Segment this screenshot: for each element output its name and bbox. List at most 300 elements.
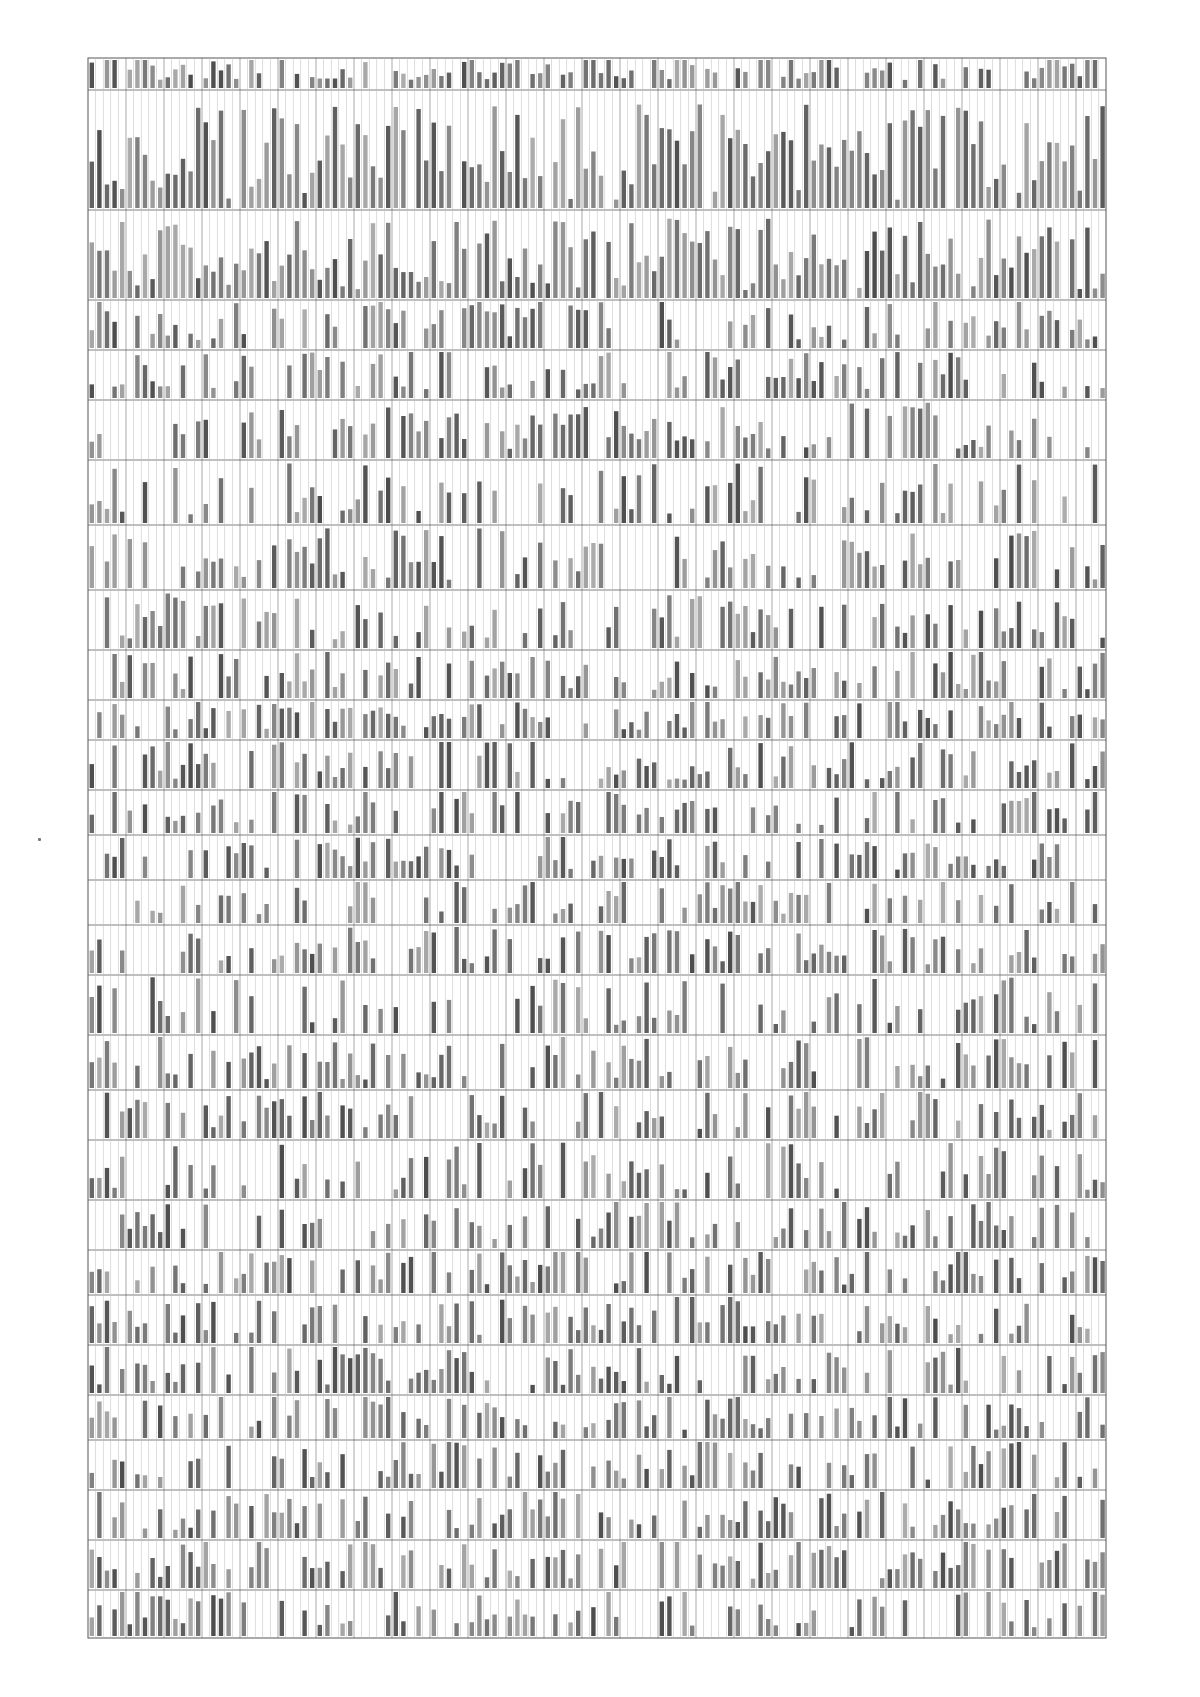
illegible-cell-text [971,999,975,1033]
illegible-cell-text [561,1550,565,1588]
illegible-cell-text [470,813,474,833]
illegible-cell-text [257,1421,261,1438]
illegible-cell-text [249,1053,253,1089]
illegible-cell-text [781,377,785,398]
illegible-cell-text [979,895,983,923]
illegible-cell-text [462,308,466,348]
illegible-cell-text [538,609,542,649]
illegible-cell-text [865,551,869,588]
illegible-cell-text [181,816,185,833]
illegible-cell-text [348,928,352,973]
illegible-cell-text [401,861,405,878]
illegible-cell-text [690,673,694,698]
illegible-cell-text [827,1546,831,1588]
illegible-cell-text [751,902,755,923]
illegible-cell-text [257,1216,261,1248]
illegible-cell-text [675,441,679,459]
illegible-cell-text [1055,808,1059,833]
illegible-cell-text [188,850,192,878]
illegible-cell-text [614,1078,618,1088]
illegible-cell-text [523,1108,527,1138]
illegible-cell-text [743,72,747,88]
illegible-cell-text [1040,667,1044,698]
illegible-cell-text [295,712,299,738]
illegible-cell-text [97,1178,101,1198]
illegible-cell-text [888,702,892,738]
illegible-cell-text [181,1283,185,1293]
illegible-cell-text [1017,533,1021,588]
illegible-cell-text [842,1465,846,1488]
illegible-cell-text [979,1334,983,1343]
illegible-cell-text [690,1269,694,1293]
illegible-cell-text [553,560,557,588]
illegible-cell-text [956,1509,960,1538]
illegible-cell-text [895,200,899,208]
illegible-cell-text [530,1067,534,1088]
illegible-cell-text [933,724,937,738]
illegible-cell-text [872,1415,876,1438]
illegible-cell-text [386,1514,390,1538]
illegible-cell-text [561,488,565,523]
illegible-cell-text [280,956,284,973]
illegible-cell-text [1070,882,1074,923]
illegible-cell-text [242,1602,246,1636]
illegible-cell-text [728,1520,732,1538]
illegible-cell-text [378,491,382,523]
illegible-cell-text [196,1510,200,1539]
illegible-cell-text [90,1366,94,1394]
illegible-cell-text [850,151,854,208]
illegible-cell-text [226,956,230,973]
illegible-cell-text [500,662,504,698]
illegible-cell-text [439,848,443,878]
illegible-cell-text [910,615,914,648]
illegible-cell-text [614,411,618,458]
illegible-cell-text [736,464,740,523]
illegible-cell-text [584,724,588,739]
illegible-cell-text [333,429,337,458]
illegible-cell-text [196,1363,200,1393]
illegible-cell-text [766,219,770,298]
illegible-cell-text [910,1552,914,1588]
illegible-cell-text [302,193,306,208]
illegible-cell-text [964,111,968,208]
illegible-cell-text [979,1276,983,1293]
illegible-cell-text [158,1596,162,1636]
illegible-cell-text [1100,638,1104,648]
illegible-cell-text [834,1526,838,1538]
illegible-cell-text [181,365,185,398]
illegible-cell-text [606,1174,610,1198]
illegible-cell-text [599,1330,603,1343]
illegible-cell-text [280,118,284,208]
illegible-cell-text [470,167,474,208]
illegible-cell-text [561,1385,565,1393]
illegible-cell-text [302,1224,306,1248]
illegible-cell-text [971,1524,975,1538]
illegible-cell-text [264,1079,268,1088]
illegible-cell-text [515,792,519,833]
illegible-cell-text [796,1163,800,1198]
illegible-cell-text [713,1563,717,1588]
illegible-cell-text [432,933,436,974]
illegible-cell-text [340,1079,344,1088]
illegible-cell-text [895,513,899,523]
illegible-cell-text [1032,1455,1036,1488]
illegible-cell-text [584,60,588,88]
illegible-cell-text [500,1515,504,1538]
illegible-cell-text [310,1568,314,1588]
illegible-cell-text [667,721,671,738]
illegible-cell-text [447,850,451,878]
illegible-cell-text [340,856,344,878]
illegible-cell-text [249,1347,253,1393]
illegible-cell-text [280,1145,284,1198]
illegible-cell-text [477,1226,481,1248]
illegible-cell-text [561,983,565,1033]
illegible-cell-text [378,178,382,208]
illegible-cell-text [135,726,139,738]
illegible-cell-text [409,1501,413,1538]
illegible-cell-text [363,670,367,698]
illegible-cell-text [652,851,656,878]
illegible-cell-text [112,534,116,588]
illegible-cell-text [1085,1329,1089,1343]
illegible-cell-text [378,1405,382,1439]
illegible-cell-text [1009,628,1013,648]
illegible-cell-text [424,1425,428,1438]
illegible-cell-text [979,447,983,458]
illegible-cell-text [333,850,337,878]
illegible-cell-text [606,242,610,298]
illegible-cell-text [660,1117,664,1139]
illegible-cell-text [363,1348,367,1393]
illegible-cell-text [120,512,124,523]
illegible-cell-text [1002,328,1006,349]
illegible-cell-text [272,613,276,648]
illegible-cell-text [378,254,382,298]
illegible-cell-text [606,1062,610,1088]
illegible-cell-text [166,707,170,738]
illegible-cell-text [819,945,823,973]
illegible-cell-text [986,866,990,878]
illegible-cell-text [523,885,527,923]
illegible-cell-text [1070,1213,1074,1249]
illegible-cell-text [272,745,276,788]
illegible-cell-text [728,602,732,648]
illegible-cell-text [842,605,846,648]
illegible-cell-text [880,251,884,298]
illegible-cell-text [242,1121,246,1138]
illegible-cell-text [591,1237,595,1248]
illegible-cell-text [599,356,603,398]
illegible-cell-text [454,799,458,833]
illegible-cell-text [470,1095,474,1138]
illegible-cell-text [652,164,656,208]
illegible-cell-text [333,574,337,588]
illegible-cell-text [713,192,717,208]
illegible-cell-text [1047,1618,1051,1636]
illegible-cell-text [173,225,177,298]
illegible-cell-text [1055,909,1059,923]
illegible-cell-text [834,376,838,398]
illegible-cell-text [219,478,223,523]
illegible-cell-text [1085,779,1089,788]
illegible-cell-text [933,1358,937,1393]
illegible-cell-text [606,1213,610,1249]
illegible-cell-text [211,1595,215,1636]
illegible-cell-text [804,678,808,698]
illegible-cell-text [766,615,770,648]
illegible-cell-text [774,265,778,299]
illegible-cell-text [660,1375,664,1393]
illegible-cell-text [591,1467,595,1489]
illegible-cell-text [736,1301,740,1343]
illegible-cell-text [401,272,405,298]
illegible-cell-text [743,606,747,648]
illegible-cell-text [941,1553,945,1588]
illegible-cell-text [857,553,861,588]
illegible-cell-text [158,1001,162,1033]
illegible-cell-text [181,1519,185,1538]
illegible-cell-text [1062,387,1066,398]
illegible-cell-text [249,751,253,788]
illegible-cell-text [964,1252,968,1293]
illegible-cell-text [903,721,907,738]
illegible-cell-text [1032,760,1036,788]
illegible-cell-text [196,1601,200,1636]
illegible-cell-text [812,1553,816,1588]
illegible-cell-text [158,913,162,923]
illegible-cell-text [675,1203,679,1249]
illegible-cell-text [705,486,709,523]
illegible-cell-text [622,859,626,878]
illegible-cell-text [888,1569,892,1588]
illegible-cell-text [1093,1180,1097,1198]
illegible-cell-text [948,1334,952,1343]
illegible-cell-text [667,79,671,88]
illegible-cell-text [789,140,793,208]
illegible-cell-text [204,1542,208,1588]
illegible-cell-text [682,780,686,788]
illegible-cell-text [340,768,344,788]
illegible-cell-text [576,107,580,208]
illegible-cell-text [561,1450,565,1488]
illegible-cell-text [736,614,740,648]
illegible-cell-text [492,668,496,698]
illegible-cell-text [834,993,838,1033]
illegible-cell-text [804,1092,808,1138]
illegible-cell-text [698,105,702,209]
illegible-cell-text [264,904,268,923]
illegible-cell-text [272,1311,276,1343]
illegible-cell-text [295,794,299,833]
illegible-cell-text [226,896,230,923]
illegible-cell-text [842,1514,846,1538]
illegible-cell-text [356,386,360,398]
illegible-cell-text [796,1109,800,1138]
illegible-cell-text [1062,1122,1066,1138]
illegible-cell-text [447,1000,451,1033]
illegible-cell-text [181,886,185,923]
illegible-cell-text [568,1578,572,1588]
illegible-cell-text [181,567,185,588]
illegible-cell-text [302,1557,306,1588]
illegible-cell-text [181,159,185,208]
illegible-cell-text [264,1494,268,1538]
illegible-cell-text [173,1146,177,1198]
illegible-cell-text [90,1550,94,1588]
illegible-cell-text [386,839,390,878]
illegible-cell-text [226,1096,230,1138]
illegible-cell-text [386,1615,390,1636]
illegible-cell-text [1040,68,1044,88]
illegible-cell-text [743,716,747,738]
illegible-cell-text [713,550,717,588]
illegible-cell-text [690,1297,694,1343]
illegible-cell-text [842,140,846,208]
illegible-cell-text [964,1405,968,1438]
illegible-cell-text [477,1459,481,1489]
illegible-cell-text [660,888,664,923]
illegible-cell-text [1032,363,1036,398]
illegible-cell-text [561,937,565,973]
illegible-cell-text [166,1073,170,1088]
illegible-cell-text [1093,904,1097,923]
illegible-cell-text [386,126,390,208]
illegible-cell-text [903,236,907,298]
illegible-cell-text [728,748,732,788]
illegible-cell-text [857,1039,861,1088]
illegible-cell-text [614,1403,618,1438]
illegible-cell-text [348,1109,352,1138]
illegible-cell-text [401,1054,405,1088]
illegible-cell-text [112,1517,116,1538]
illegible-cell-text [90,546,94,588]
illegible-cell-text [181,765,185,788]
illegible-cell-text [1017,952,1021,973]
illegible-cell-text [401,1412,405,1438]
illegible-cell-text [204,850,208,878]
illegible-cell-text [622,1542,626,1588]
illegible-cell-text [667,1384,671,1393]
illegible-cell-text [219,1599,223,1636]
illegible-cell-text [333,687,337,698]
illegible-cell-text [804,703,808,738]
illegible-cell-text [1078,76,1082,88]
illegible-cell-text [781,1504,785,1538]
illegible-cell-text [143,857,147,878]
illegible-cell-text [204,504,208,523]
illegible-cell-text [348,178,352,209]
illegible-cell-text [1093,1040,1097,1088]
illegible-cell-text [356,499,360,523]
illegible-cell-text [591,1051,595,1088]
illegible-cell-text [454,1304,458,1344]
illegible-cell-text [188,1461,192,1488]
illegible-cell-text [1040,1208,1044,1248]
illegible-cell-text [234,264,238,298]
illegible-cell-text [105,854,109,878]
illegible-cell-text [447,1326,451,1343]
illegible-cell-text [310,487,314,523]
illegible-cell-text [318,496,322,523]
illegible-cell-text [470,1372,474,1393]
illegible-cell-text [751,1356,755,1393]
illegible-cell-text [827,60,831,88]
illegible-cell-text [112,1418,116,1439]
illegible-cell-text [424,421,428,458]
illegible-cell-text [888,123,892,208]
illegible-cell-text [181,245,185,298]
illegible-cell-text [242,110,246,208]
illegible-cell-text [211,61,215,88]
illegible-cell-text [97,940,101,974]
illegible-cell-text [363,1316,367,1343]
illegible-cell-text [865,1252,869,1293]
illegible-cell-text [751,1326,755,1343]
illegible-cell-text [789,1062,793,1088]
illegible-cell-text [523,249,527,299]
illegible-cell-text [781,703,785,738]
illegible-cell-text [546,369,550,398]
illegible-cell-text [112,387,116,398]
illegible-cell-text [302,309,306,348]
illegible-cell-text [1078,191,1082,208]
illegible-cell-text [796,842,800,878]
illegible-cell-text [872,666,876,698]
illegible-cell-text [713,808,717,834]
illegible-cell-text [1085,339,1089,348]
illegible-cell-text [1032,629,1036,648]
illegible-cell-text [523,557,527,588]
illegible-cell-text [857,1107,861,1138]
illegible-cell-text [378,751,382,788]
illegible-cell-text [416,109,420,208]
illegible-cell-text [257,705,261,738]
illegible-cell-text [356,289,360,298]
illegible-cell-text [508,64,512,89]
illegible-cell-text [789,1096,793,1139]
illegible-cell-text [660,1164,664,1198]
illegible-cell-text [584,547,588,588]
illegible-cell-text [340,1499,344,1538]
illegible-cell-text [591,1155,595,1198]
illegible-cell-text [994,1519,998,1539]
illegible-cell-text [424,329,428,349]
illegible-cell-text [880,1492,884,1538]
illegible-cell-text [667,1252,671,1293]
illegible-cell-text [812,1107,816,1138]
illegible-cell-text [90,1617,94,1636]
illegible-cell-text [926,254,930,298]
illegible-cell-text [477,164,481,208]
illegible-cell-text [128,1311,132,1343]
illegible-cell-text [956,1565,960,1588]
illegible-cell-text [1009,431,1013,459]
illegible-cell-text [310,954,314,973]
illegible-cell-text [219,1397,223,1438]
illegible-cell-text [796,1542,800,1588]
illegible-cell-text [318,1092,322,1138]
illegible-cell-text [576,1252,580,1293]
illegible-cell-text [576,1075,580,1089]
illegible-cell-text [872,979,876,1033]
illegible-cell-text [135,1212,139,1248]
illegible-cell-text [1093,792,1097,833]
illegible-cell-text [728,138,732,208]
illegible-cell-text [948,605,952,648]
